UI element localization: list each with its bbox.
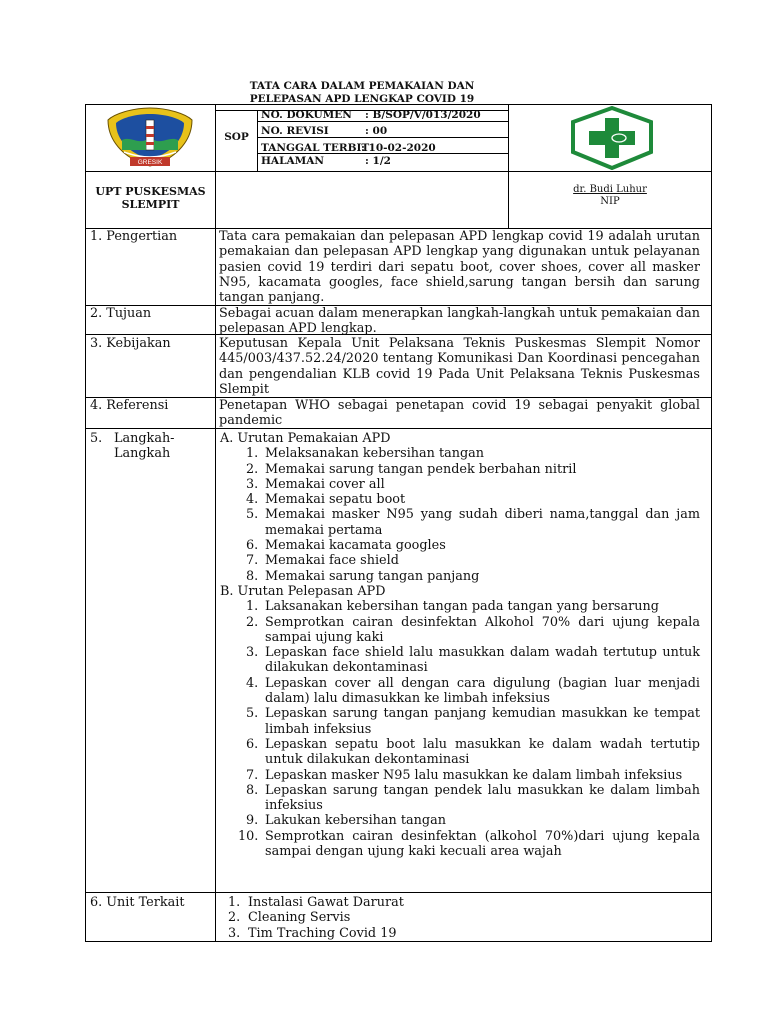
- grid-meta-row2: [257, 137, 509, 138]
- list-item-text: Memakai masker N95 yang sudah diberi nama,tanggal dan jam memakai pertama: [265, 507, 700, 538]
- list-item-text: Memakai kacamata googles: [265, 538, 446, 554]
- label-langkah-line1: Langkah-: [114, 431, 175, 446]
- list-item-text: Memakai sarung tangan pendek berbahan nitril: [265, 461, 577, 477]
- gresik-logo: [100, 102, 200, 170]
- list-item-number: 8.: [246, 782, 259, 798]
- list-item-number: 1.: [246, 599, 259, 615]
- list-item-text: Semprotkan cairan desinfektan (alkohol 70%)dari ujung kepala sampai dengan ujung kaki kecuali area wajah: [265, 828, 700, 860]
- list-item-number: 2.: [246, 614, 259, 630]
- list-item-number: 6.: [246, 736, 259, 752]
- list-item: [246, 553, 700, 568]
- label-unit-terkait: 6. Unit Terkait: [90, 895, 185, 910]
- meta-label-tanggal: TANGGAL TERBIT: [261, 142, 370, 154]
- list-item: [246, 737, 700, 768]
- list-item: [246, 446, 700, 461]
- list-item-number: 5.: [246, 507, 259, 523]
- list-item: [246, 676, 700, 707]
- list-item-number: 3.: [246, 476, 259, 492]
- list-item-text: Melaksanakan kebersihan tangan: [265, 446, 485, 462]
- list-item-number: 10.: [238, 828, 259, 844]
- list-item-text: Lepaskan cover all dengan cara digulung (bagian luar menjadi dalam) lalu dimasukkan ke limbah infeksius: [265, 675, 700, 707]
- list-item-text: Lepaskan face shield lalu masukkan dalam wadah tertutup untuk dilakukan dekontaminasi: [265, 645, 700, 676]
- list-item-text: Laksanakan kebersihan tangan pada tangan yang bersarung: [265, 599, 659, 615]
- grid-bottom: [85, 941, 712, 942]
- list-item-number: 2.: [246, 461, 259, 477]
- text-referensi: Penetapan WHO sebagai penetapan covid 19 sebagai penyakit global pandemic: [219, 398, 700, 429]
- list-item-text: Memakai cover all: [265, 476, 385, 492]
- meta-label-halaman: HALAMAN: [261, 155, 324, 167]
- org-line-2: SLEMPIT: [121, 198, 180, 211]
- grid-sop-divider: [257, 110, 258, 171]
- list-item: [246, 768, 700, 783]
- text-kebijakan: Keputusan Kepala Unit Pelaksana Teknis Puskesmas Slempit Nomor 445/003/437.52.24/2020 tentang Komunikasi Dan Koordinasi pencegahan dan pengendalian KLB covid 19 Pada Unit Pelaksana Teknis Puskesmas Slempit: [219, 336, 700, 397]
- list-item-number: 7.: [246, 553, 259, 569]
- list-item-number: 4.: [246, 492, 259, 508]
- list-item-number: 3.: [246, 645, 259, 661]
- puskesmas-logo: [565, 106, 659, 170]
- label-langkah-line2: Langkah: [114, 446, 171, 462]
- subsection-b-title: B. Urutan Pelepasan APD: [220, 583, 386, 599]
- list-item: [246, 507, 700, 538]
- list-item-number: 6.: [246, 538, 259, 554]
- list-item-text: Instalasi Gawat Darurat: [248, 895, 404, 910]
- list-item-text: Cleaning Servis: [248, 910, 351, 926]
- list-item: [246, 477, 700, 492]
- sop-label: SOP: [224, 131, 249, 143]
- list-pemakaian: [246, 446, 700, 584]
- list-pelepasan: [238, 599, 700, 860]
- list-item-number: 5.: [246, 706, 259, 722]
- list-item-text: Lepaskan sepatu boot lalu masukkan ke dalam wadah tertutip untuk dilakukan dekontaminasi: [265, 736, 700, 768]
- list-item-number: 1.: [246, 446, 259, 462]
- list-item: [246, 492, 700, 507]
- org-line-1: UPT PUSKESMAS: [95, 185, 206, 198]
- list-item: [246, 783, 700, 814]
- grid-right: [711, 104, 712, 942]
- list-item: [246, 569, 700, 584]
- list-item: [246, 813, 700, 828]
- list-item-number: 4.: [246, 675, 259, 691]
- list-item-number: 8.: [246, 568, 259, 584]
- list-item: [228, 910, 698, 925]
- label-referensi: 4. Referensi: [90, 398, 169, 413]
- label-langkah: [90, 431, 210, 462]
- signer-block: [509, 184, 711, 208]
- meta-label-dokumen: NO. DOKUMEN: [261, 109, 352, 121]
- grid-header-right-divider: [508, 104, 509, 228]
- meta-value-halaman: : 1/2: [365, 155, 391, 167]
- list-item-number: 3.: [228, 925, 241, 941]
- signer-nip: NIP: [600, 196, 620, 207]
- langkah-content: [220, 431, 700, 860]
- list-item-text: Lepaskan sarung tangan pendek lalu masukkan ke dalam limbah infeksius: [265, 782, 700, 814]
- title-line-1: TATA CARA DALAM PEMAKAIAN DAN: [249, 80, 475, 92]
- list-item: [246, 538, 700, 553]
- title-line-2: PELEPASAN APD LENGKAP COVID 19: [249, 93, 475, 105]
- label-langkah-number: 5.: [90, 431, 103, 446]
- label-kebijakan: 3. Kebijakan: [90, 336, 171, 351]
- meta-label-revisi: NO. REVISI: [261, 125, 329, 137]
- unit-terkait-list: [228, 895, 698, 941]
- document-title: [216, 80, 508, 106]
- signer-name: dr. Budi Luhur: [573, 184, 647, 195]
- list-item-text: Semprotkan cairan desinfektan Alkohol 70% dari ujung kepala sampai ujung kaki: [265, 614, 700, 645]
- label-pengertian: 1. Pengertian: [90, 229, 178, 244]
- list-item-number: 7.: [246, 767, 259, 783]
- list-item: [246, 615, 700, 646]
- text-pengertian: Tata cara pemakaian dan pelepasan APD lengkap covid 19 adalah urutan pemakaian dan pelepasan APD lengkap yang digunakan untuk pelayanan pasien covid 19 terdiri dari sepatu boot, cover shoes, cover all masker N95, kacamata googles, face shield,sarung tangan bersih dan sarung tangan panjang.: [219, 229, 700, 306]
- list-item-number: 9.: [246, 813, 259, 829]
- grid-left: [85, 104, 86, 942]
- grid-header-mid: [85, 171, 712, 172]
- grid-col-divider: [215, 104, 216, 942]
- meta-value-revisi: : 00: [365, 125, 388, 137]
- list-item-text: Lepaskan sarung tangan panjang kemudian masukkan ke tempat limbah infeksius: [265, 706, 700, 737]
- list-item-text: Memakai face shield: [265, 553, 399, 569]
- grid-meta-row1: [257, 121, 509, 122]
- list-item-text: Memakai sepatu boot: [265, 492, 406, 508]
- logo-text: GRESIK: [137, 159, 163, 166]
- list-item-text: Lakukan kebersihan tangan: [265, 813, 446, 829]
- gresik-emblem-icon: [100, 102, 200, 170]
- list-item-number: 1.: [228, 895, 241, 910]
- grid-sep-5: [85, 892, 712, 893]
- list-item: [246, 645, 700, 676]
- list-item: [238, 829, 700, 860]
- list-item: [246, 599, 700, 614]
- label-tujuan: 2. Tujuan: [90, 306, 152, 321]
- list-item-text: Tim Traching Covid 19: [248, 925, 397, 941]
- list-item: [246, 462, 700, 477]
- puskesmas-cross-icon: [565, 106, 659, 170]
- list-item: [246, 706, 700, 737]
- subsection-a-title: A. Urutan Pemakaian APD: [220, 431, 391, 446]
- list-item-number: 2.: [228, 910, 241, 926]
- organization-name: [86, 185, 215, 211]
- meta-value-dokumen: : B/SOP/V/013/2020: [365, 109, 481, 121]
- list-item-text: Memakai sarung tangan panjang: [265, 568, 480, 584]
- list-item-text: Lepaskan masker N95 lalu masukkan ke dalam limbah infeksius: [265, 767, 683, 783]
- list-item: [228, 926, 698, 941]
- text-tujuan: Sebagai acuan dalam menerapkan langkah-langkah untuk pemakaian dan pelepasan APD lengkap.: [219, 306, 700, 337]
- meta-value-tanggal: : 10-02-2020: [361, 142, 436, 154]
- list-item: [228, 895, 698, 910]
